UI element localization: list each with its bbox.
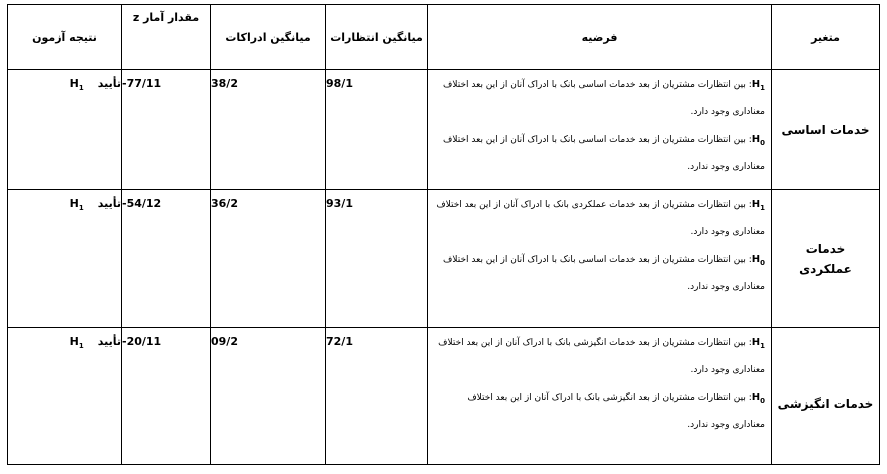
result-cell: تأییدH$_1$ [8, 328, 122, 465]
hypothesis-cell [428, 190, 772, 328]
variable-cell: خدمات انگیزشی [772, 328, 880, 465]
hypothesis-table [7, 4, 880, 465]
table-row [8, 190, 880, 328]
expectations-cell: 98/1 [326, 70, 428, 190]
h1-label: $H_1$ [751, 79, 765, 92]
header-variable: متغیر [772, 5, 880, 70]
header-row [8, 5, 880, 70]
header-result: نتیجه آزمون [8, 5, 122, 70]
h1-label: $H_1$ [751, 337, 765, 350]
hypothesis-cell [428, 70, 772, 190]
header-perceptions: میانگین ادراکات [211, 5, 326, 70]
header-z: مقدار آمار z [122, 5, 211, 70]
h0-hypothesis: $H_0$: بین انتظارات مشتریان از بعد انگیزشی بانک با ادراک آنان از این بعد اختلاف معناداری وجود ندارد. [467, 392, 765, 430]
z-cell: -20/11 [122, 328, 211, 465]
expectations-cell: 72/1 [326, 328, 428, 465]
h0-hypothesis: $H_0$: بین انتظارات مشتریان از بعد خدمات اساسی بانک با ادراک آنان از این بعد اختلاف معناداری وجود ندارد. [443, 254, 765, 292]
h0-label: $H_0$ [751, 134, 765, 147]
h0-label: $H_0$ [751, 254, 765, 267]
variable-cell: خدمات اساسی [772, 70, 880, 190]
header-hypothesis: فرضیه [428, 5, 772, 70]
variable-cell: خدمات عملکردی [772, 190, 880, 328]
h1-hypothesis: $H_1$: بین انتظارات مشتریان از بعد خدمات انگیزشی بانک با ادراک آنان از این بعد اختلاف معناداری وجود دارد. [438, 337, 765, 375]
h0-hypothesis: $H_0$: بین انتظارات مشتریان از بعد خدمات اساسی بانک با ادراک آنان از این بعد اختلاف معناداری وجود ندارد. [443, 134, 765, 172]
perceptions-cell: 36/2 [211, 190, 326, 328]
result-cell: تأییدH$_1$ [8, 70, 122, 190]
header-expectations: میانگین انتظارات [326, 5, 428, 70]
result-cell: تأییدH$_1$ [8, 190, 122, 328]
z-cell: -54/12 [122, 190, 211, 328]
h1-hypothesis: $H_1$: بین انتظارات مشتریان از بعد خدمات عملکردی بانک با ادراک آنان از این بعد اختلاف معناداری وجود دارد. [436, 199, 765, 237]
table-row [8, 328, 880, 465]
table-row [8, 70, 880, 190]
perceptions-cell: 09/2 [211, 328, 326, 465]
h0-label: $H_0$ [751, 392, 765, 405]
h1-hypothesis: $H_1$: بین انتظارات مشتریان از بعد خدمات اساسی بانک با ادراک آنان از این بعد اختلاف معناداری وجود دارد. [443, 79, 765, 117]
expectations-cell: 93/1 [326, 190, 428, 328]
hypothesis-cell [428, 328, 772, 465]
z-cell: -77/11 [122, 70, 211, 190]
h1-label: $H_1$ [751, 199, 765, 212]
perceptions-cell: 38/2 [211, 70, 326, 190]
